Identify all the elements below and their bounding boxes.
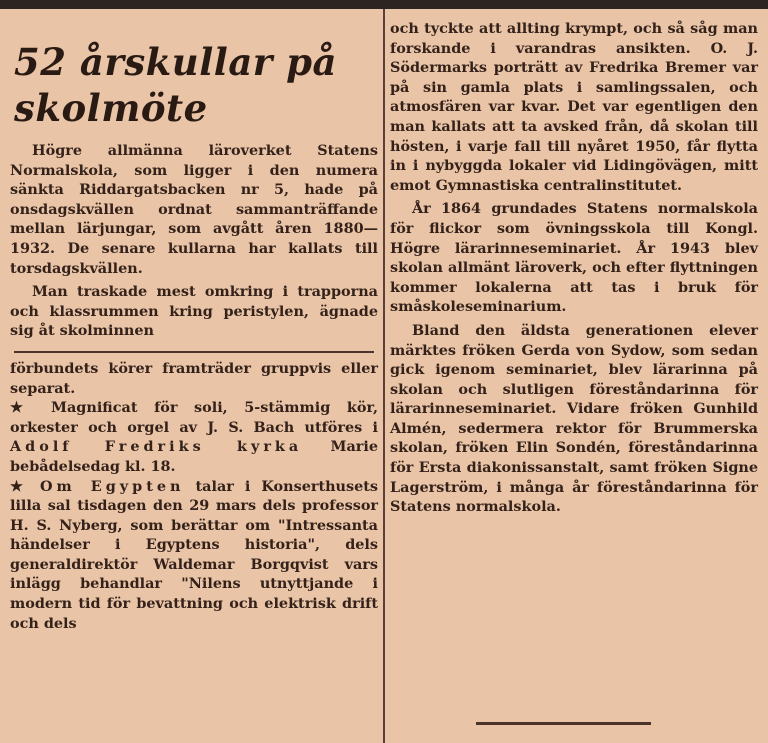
item1-venue: Adolf Fredriks kyrka	[10, 438, 303, 456]
headline: 52 årskullar på skolmöte	[14, 40, 338, 130]
second-article-item-1	[10, 398, 378, 476]
article-paragraph-2: Man traskade mest omkring i trapporna och klassrummen kring peristylen, ägnade sig åt skolminnen	[10, 283, 378, 340]
second-article	[10, 359, 378, 633]
item1-text-b: Marie bebådelsedag kl. 18.	[10, 438, 378, 475]
article-separator	[14, 351, 374, 353]
second-article-line-1: förbundets körer framträder gruppvis eller separat.	[10, 359, 378, 397]
right-paragraph-2: År 1864 grundades Statens normalskola för flickor som övningsskola till Kongl. Högre lärarinneseminariet. År 1943 blev skolan allmänt läroverk, och efter flyttningen kommer lokalerna att tas i bruk för småskoleseminarium.	[390, 200, 758, 316]
right-paragraph-3: Bland den äldsta generationen elever märktes fröken Gerda von Sydow, som sedan gick igenom seminariet, blev lärarinna på skolan och slutligen föreståndarinna för lärarinneseminariet. Vidare fröken Gunhild Almén, sedermera rektor för Brummerska skolan, fröken Elin Sondén, föreståndarinna för Ersta diakonissanstalt, samt fröken Signe Lagerström, i många år föreståndarinna för Statens normalskola.	[390, 321, 758, 516]
item2-star: ★	[10, 477, 29, 495]
item2-topic: Om Egypten	[39, 477, 185, 495]
article-paragraph-1: Högre allmänna läroverket Statens Normalskola, som ligger i den numera sänkta Riddargatsbacken nr 5, hade på onsdagskvällen ordnat sammanträffande mellan lärjungar, som avgått åren 1880—1932. De senare kullarna har kallats till torsdagskvällen.	[10, 142, 378, 277]
end-rule	[476, 722, 651, 725]
left-column	[10, 9, 378, 633]
top-border-bar	[0, 0, 768, 9]
item1-text-a: ★ Magnificat för soli, 5-stämmig kör, orkester och orgel av J. S. Bach utföres i	[10, 399, 378, 436]
second-article-item-2	[10, 477, 378, 634]
column-divider	[383, 9, 385, 743]
right-column	[390, 9, 758, 517]
right-paragraph-1: och tyckte att allting krympt, och så såg man forskande i varandras ansikten. O. J. Södermarks porträtt av Fredrika Bremer var på sin gamla plats i samlingssalen, och atmosfären var kvar. Det var egentligen den man kallats att ta avsked från, då skolan till hösten, i varje fall till nyåret 1950, får flytta in i nybyggda lokaler vid Lidingövägen, mitt emot Gymnastiska centralinstitutet.	[390, 20, 758, 194]
item2-text: talar i Konserthusets lilla sal tisdagen den 29 mars dels professor H. S. Nyberg, som berättar om "Intressanta händelser i Egyptens historia", dels generaldirektör Waldemar Borgqvist vars inlägg behandlar "Nilens utnyttjande i modern tid för bevattning och elektrisk drift och dels	[10, 477, 379, 632]
